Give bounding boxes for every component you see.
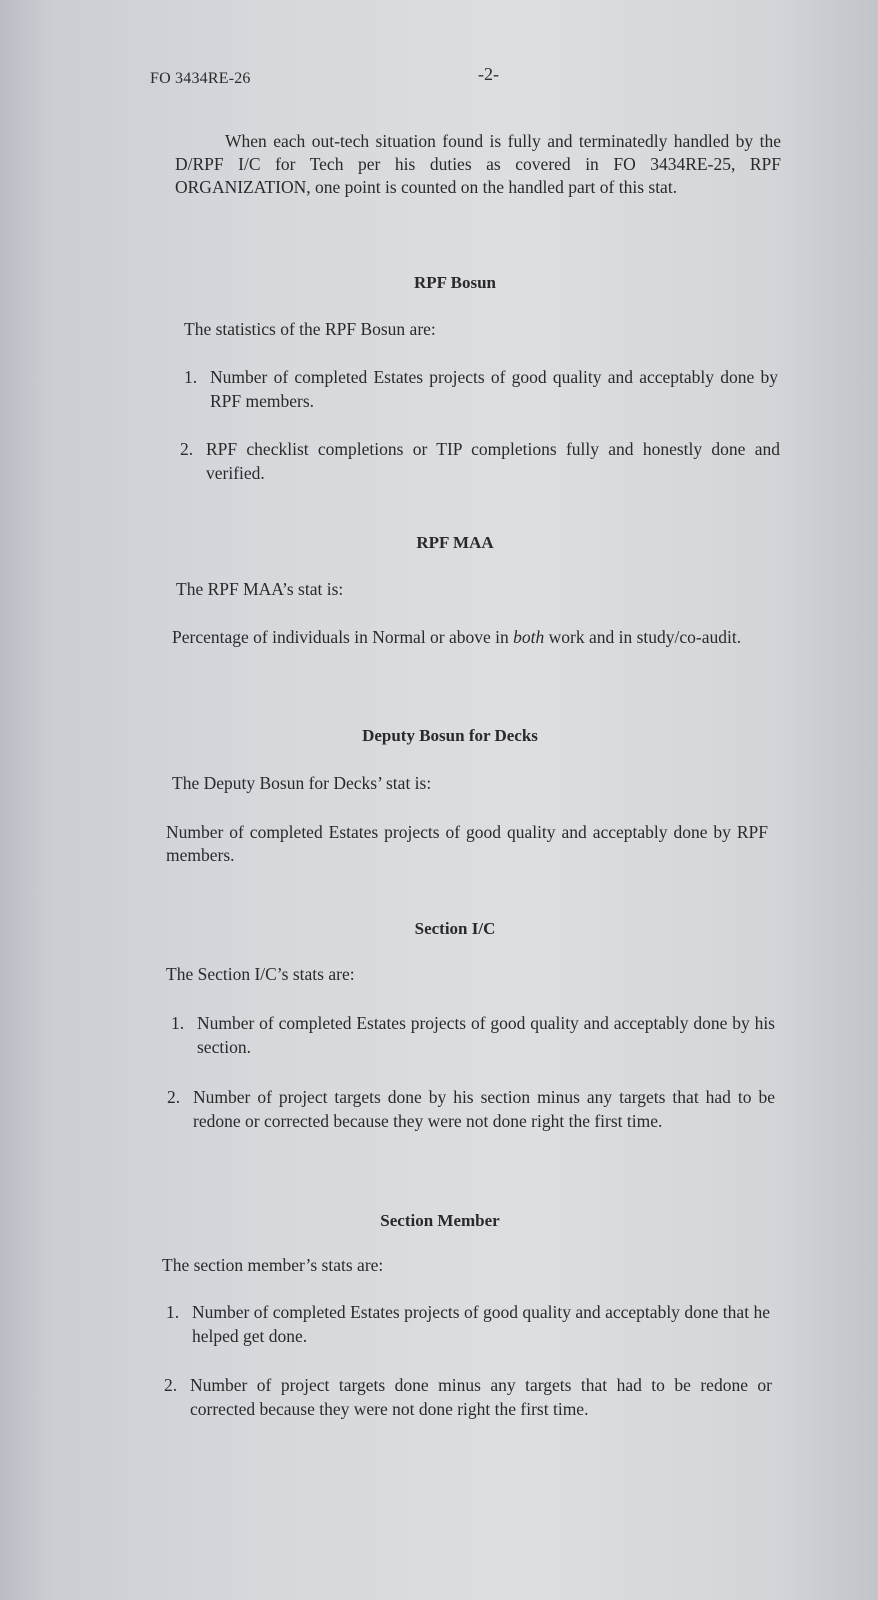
heading-section-member: Section Member xyxy=(380,1211,500,1230)
list-item-number: 2. xyxy=(180,439,194,459)
list-item-number: 2. xyxy=(164,1375,178,1395)
maa-body-text: Percentage of individuals in Normal or above in xyxy=(172,627,514,647)
section-member-intro: The section member’s stats are: xyxy=(162,1255,384,1275)
list-item-text: Number of completed Estates projects of good quality and acceptably done by his section. xyxy=(197,1013,775,1057)
intro-paragraph: When each out-tech situation found is fully and terminatedly handled by the D/RPF I/C for Tech per his duties as covered in FO 3434RE-25, RPF ORGANIZATION, one point is counted on the handled part of this stat. xyxy=(175,131,781,197)
deputy-body: Number of completed Estates projects of good quality and acceptably done by RPF members. xyxy=(166,822,768,865)
heading-section-ic: Section I/C xyxy=(414,919,496,938)
maa-body-emphasis: both xyxy=(513,627,545,647)
list-item-text: RPF checklist completions or TIP completions fully and honestly done and verified. xyxy=(206,439,780,483)
list-item-number: 1. xyxy=(171,1013,185,1033)
list-item xyxy=(167,1085,775,1133)
heading-deputy-bosun: Deputy Bosun for Decks xyxy=(362,726,538,745)
list-item xyxy=(164,1373,772,1421)
list-item xyxy=(184,365,778,413)
page-number: -2- xyxy=(478,64,499,84)
list-item-text: Number of completed Estates projects of good quality and acceptably done by RPF members. xyxy=(210,367,778,411)
heading-rpf-maa: RPF MAA xyxy=(416,533,494,552)
list-item xyxy=(166,1300,770,1348)
list-item-number: 1. xyxy=(166,1302,180,1322)
maa-intro: The RPF MAA’s stat is: xyxy=(176,579,344,599)
list-item xyxy=(171,1011,775,1059)
list-item-text: Number of project targets done minus any targets that had to be redone or corrected because they were not done right the first time. xyxy=(190,1375,772,1419)
document-number: FO 3434RE-26 xyxy=(150,70,251,87)
heading-rpf-bosun: RPF Bosun xyxy=(413,273,497,292)
maa-body-text-end: work and in study/co-audit. xyxy=(544,627,742,647)
list-item-number: 1. xyxy=(184,367,198,387)
list-item-text: Number of project targets done by his section minus any targets that had to be redone or corrected because they were not done right the first time. xyxy=(193,1087,775,1131)
bosun-intro: The statistics of the RPF Bosun are: xyxy=(184,319,436,339)
list-item-number: 2. xyxy=(167,1087,181,1107)
list-item-text: Number of completed Estates projects of good quality and acceptably done that he helped get done. xyxy=(192,1302,770,1346)
deputy-intro: The Deputy Bosun for Decks’ stat is: xyxy=(172,773,432,793)
section-ic-intro: The Section I/C’s stats are: xyxy=(166,964,355,984)
list-item xyxy=(180,437,780,485)
maa-body xyxy=(172,626,778,649)
